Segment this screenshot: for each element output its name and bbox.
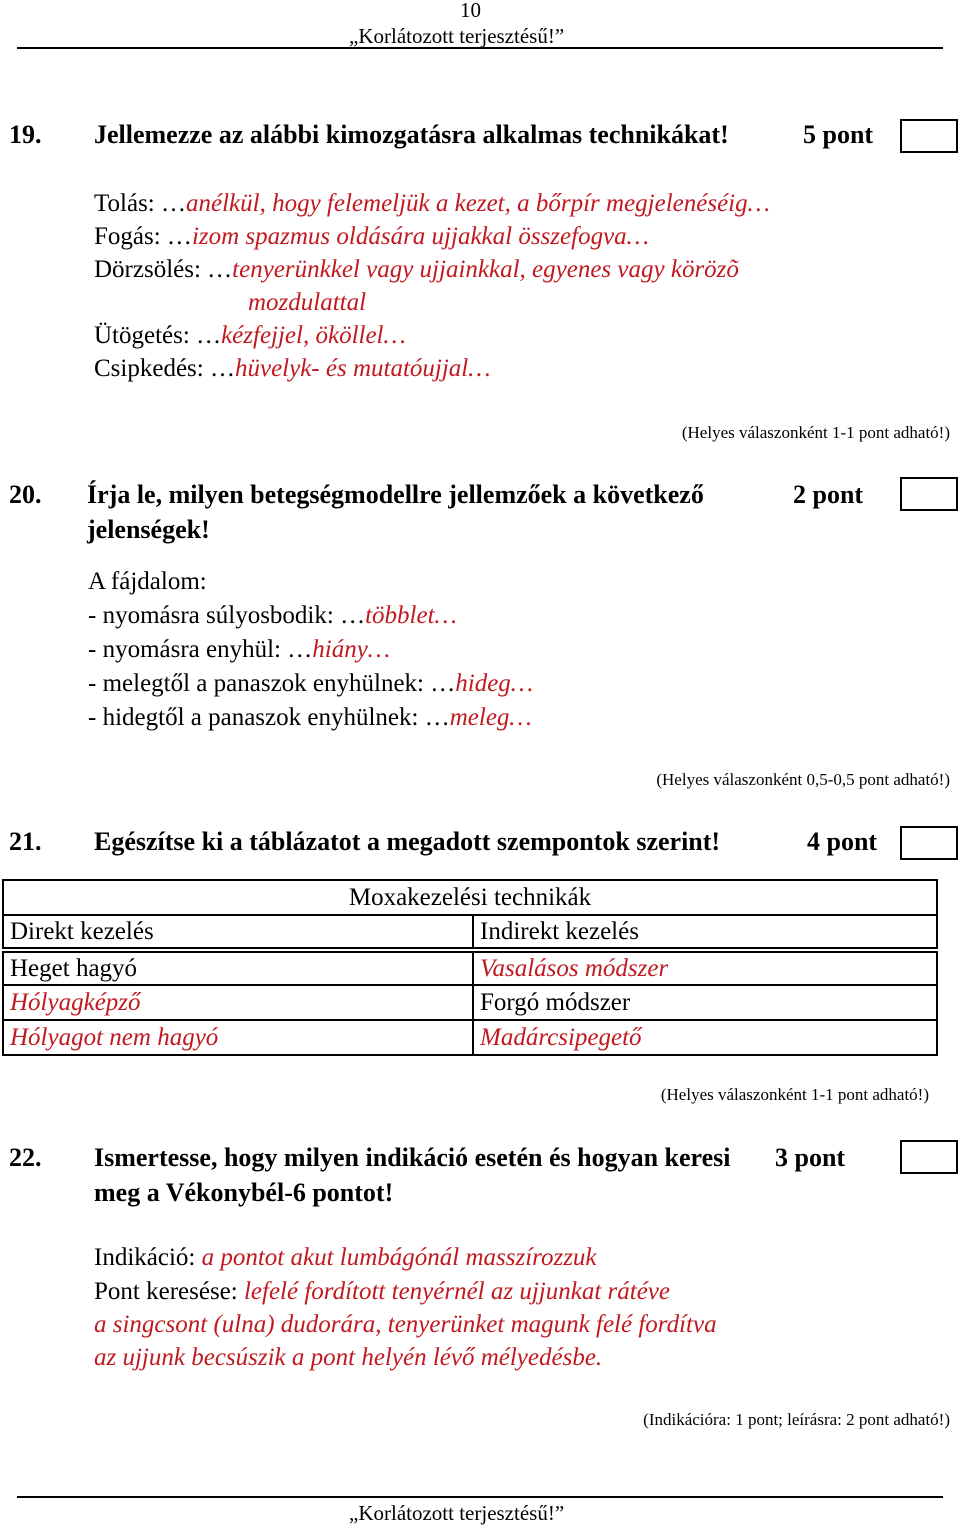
moxa-table xyxy=(2,879,938,1056)
q20-number: 20. xyxy=(9,480,42,509)
indication-answer: a pontot akut lumbágónál masszírozzuk xyxy=(201,1244,597,1271)
q19-question: Jellemezze az alábbi kimozgatásra alkalmas technikákat! xyxy=(94,120,729,149)
q20-score-box[interactable] xyxy=(900,477,958,511)
item-label: Csipkedés: … xyxy=(94,355,235,382)
table-row xyxy=(3,1020,937,1055)
footer-notice: „Korlátozott terjesztésű!” xyxy=(349,1501,565,1525)
q19-item-rub xyxy=(94,256,739,284)
item-label: Fogás: … xyxy=(94,223,192,250)
q19-note: (Helyes válaszonként 1-1 pont adható!) xyxy=(681,423,950,442)
table-row xyxy=(3,985,937,1020)
q22-question-line2: meg a Vékonybél-6 pontot! xyxy=(94,1178,394,1207)
q20-question-line1: Írja le, milyen betegségmodellre jellemzőek a következő xyxy=(87,480,704,509)
table-cell: Heget hagyó xyxy=(3,950,473,985)
item-answer: meleg… xyxy=(449,704,532,731)
q22-search xyxy=(94,1278,670,1306)
page-number: 10 xyxy=(460,0,481,22)
item-label: - nyomásra súlyosbodik: … xyxy=(88,602,366,629)
q19-item-tap xyxy=(94,322,406,350)
q19-points: 5 pont xyxy=(803,120,874,149)
item-label: Dörzsölés: … xyxy=(94,256,233,283)
table-cell: Forgó módszer xyxy=(473,985,937,1020)
indication-label: Indikáció: xyxy=(94,1244,202,1271)
q20-item-2 xyxy=(88,636,390,664)
header-rule xyxy=(17,47,943,49)
table-row xyxy=(3,950,937,985)
table-cell: Hólyagképző xyxy=(3,985,473,1020)
table-header-indirect: Indirekt kezelés xyxy=(473,915,937,950)
q22-number: 22. xyxy=(9,1143,42,1172)
q22-question-line1: Ismertesse, hogy milyen indikáció esetén és hogyan keresi xyxy=(94,1143,731,1172)
q22-score-box[interactable] xyxy=(900,1140,958,1174)
q20-item-4 xyxy=(88,704,532,732)
item-answer: anélkül, hogy felemeljük a kezet, a bőrpír megjelenéséig… xyxy=(186,190,770,217)
item-label: - nyomásra enyhül: … xyxy=(88,636,313,663)
table-cell: Madárcsipegető xyxy=(473,1020,937,1055)
q19-item-push xyxy=(94,190,770,218)
q19-score-box[interactable] xyxy=(900,119,958,153)
q20-question-line2: jelenségek! xyxy=(87,515,210,544)
table-title: Moxakezelési technikák xyxy=(3,880,937,915)
search-answer-2: a singcsont (ulna) dudorára, tenyerünket magunk felé fordítva xyxy=(94,1311,717,1338)
q22-indication xyxy=(94,1244,597,1272)
q19-item-grip xyxy=(94,223,649,251)
item-label: - hidegtől a panaszok enyhülnek: … xyxy=(88,704,450,731)
q21-points: 4 pont xyxy=(807,827,878,856)
q20-note: (Helyes válaszonként 0,5-0,5 pont adható!) xyxy=(656,770,950,789)
item-answer: tenyerünkkel vagy ujjainkkal, egyenes vagy körözõ xyxy=(232,256,739,283)
q21-question: Egészítse ki a táblázatot a megadott szempontok szerint! xyxy=(94,827,721,856)
q21-number: 21. xyxy=(9,827,42,856)
item-label: - melegtől a panaszok enyhülnek: … xyxy=(88,670,456,697)
search-answer-3: az ujjunk becsúszik a pont helyén lévő mélyedésbe. xyxy=(94,1344,603,1371)
search-label: Pont keresése: xyxy=(94,1278,244,1305)
item-answer: hüvelyk- és mutatóujjal… xyxy=(234,355,491,382)
item-answer: hiány… xyxy=(312,636,391,663)
search-answer-1: lefelé fordított tenyérnél az ujjunkat rátéve xyxy=(243,1278,671,1305)
q21-note: (Helyes válaszonként 1-1 pont adható!) xyxy=(660,1085,929,1104)
q20-points: 2 pont xyxy=(793,480,864,509)
q20-item-3 xyxy=(88,670,533,698)
table-cell: Vasalásos módszer xyxy=(473,950,937,985)
item-label: Tolás: … xyxy=(94,190,186,217)
q20-item-1 xyxy=(88,602,457,630)
header-notice: „Korlátozott terjesztésű!” xyxy=(349,24,565,48)
q19-number: 19. xyxy=(9,120,42,149)
q21-score-box[interactable] xyxy=(900,826,958,860)
q20-intro: A fájdalom: xyxy=(88,568,207,595)
item-answer: kézfejjel, ököllel… xyxy=(221,322,406,349)
table-cell: Hólyagot nem hagyó xyxy=(3,1020,473,1055)
q19-item-rub-cont: mozdulattal xyxy=(248,289,367,316)
item-answer: izom spazmus oldására ujjakkal összefogva… xyxy=(191,223,649,250)
q22-note: (Indikációra: 1 pont; leírásra: 2 pont adható!) xyxy=(643,1410,950,1429)
table-header-direct: Direkt kezelés xyxy=(3,915,473,950)
footer-rule xyxy=(17,1496,943,1498)
q22-points: 3 pont xyxy=(775,1143,846,1172)
item-label: Ütögetés: … xyxy=(94,322,222,349)
item-answer: többlet… xyxy=(365,602,457,629)
q19-item-pinch xyxy=(94,355,490,383)
item-answer: hideg… xyxy=(455,670,534,697)
